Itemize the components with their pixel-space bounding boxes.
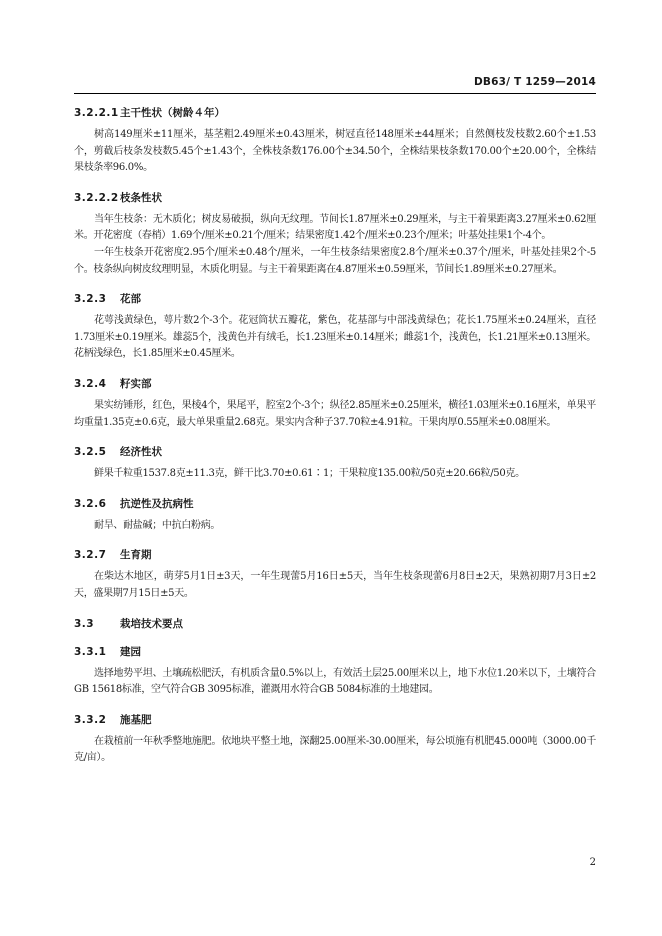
standard-code: DB63/ T 1259—2014 xyxy=(474,76,596,88)
section-number: 3.2.4 xyxy=(74,377,107,390)
body-paragraph: 在栽植前一年秋季整地施肥。依地块平整土地，深翻25.00厘米-30.00厘米，每公顷施有机肥45.000吨（3000.00千克/亩）。 xyxy=(74,735,596,764)
section-heading xyxy=(74,645,596,659)
section-heading xyxy=(74,292,596,306)
body-paragraph: 一年生枝条开花密度2.95个/厘米±0.48个/厘米，一年生枝条结果密度2.8个/厘米±0.37个/厘米，叶基处挂果2个-5个。枝条纵向树皮纹理明显，木质化明显。与主干着果距离在4.87厘米±0.59厘米，节间长1.89厘米±0.27厘米。 xyxy=(74,246,596,275)
header-divider xyxy=(74,93,596,94)
section-number: 3.2.3 xyxy=(74,293,107,306)
section-title: 枝条性状 xyxy=(120,191,162,204)
section-title: 施基肥 xyxy=(120,713,152,726)
body-paragraph: 在柴达木地区，萌芽5月1日±3天，一年生现蕾5月16日±5天，当年生枝条现蕾6月8日±2天，果熟初期7月3日±2天，盛果期7月15日±5天。 xyxy=(74,571,596,599)
section-heading xyxy=(74,106,596,120)
section-number: 3.3.1 xyxy=(74,645,107,658)
body-paragraph: 鲜果千粒重1537.8克±11.3克，鲜干比3.70±0.61∶1；干果粒度135.00粒/50克±20.66粒/50克。 xyxy=(94,468,525,480)
section-title: 建园 xyxy=(120,645,141,658)
section-heading xyxy=(74,377,596,391)
section-title: 花部 xyxy=(120,293,141,306)
section-heading xyxy=(74,497,596,511)
section-number: 3.3 xyxy=(74,617,95,630)
section-heading xyxy=(74,191,596,205)
section-title: 籽实部 xyxy=(120,377,152,390)
section-heading xyxy=(74,548,596,562)
section-title: 抗逆性及抗病性 xyxy=(120,497,194,510)
section-title: 栽培技术要点 xyxy=(120,617,183,630)
section-number: 3.2.2.2 xyxy=(74,191,119,204)
body-paragraph: 树高149厘米±11厘米，基茎粗2.49厘米±0.43厘米，树冠直径148厘米±44厘米；自然侧枝发枝数2.60个±1.53个，剪截后枝条发枝数5.45个±1.43个，全株枝条数176.00个±34.50个，全株结果枝条数170.00个±20.00个，全株结果枝条率96.0%。 xyxy=(74,129,596,174)
section-heading xyxy=(74,445,596,459)
document-body xyxy=(74,106,596,767)
body-paragraph: 果实纺锤形，红色，果棱4个，果尾平，腔室2个-3个；纵径2.85厘米±0.25厘米，横径1.03厘米±0.16厘米，单果平均重量1.35克±0.6克，最大单果重量2.68克。果实内含种子37.70粒±4.91粒。干果肉厚0.55厘米±0.08厘米。 xyxy=(74,399,596,428)
section-title: 生育期 xyxy=(120,549,152,562)
section-title: 经济性状 xyxy=(120,446,162,459)
body-paragraph: 耐旱、耐盐碱；中抗白粉病。 xyxy=(94,519,221,531)
section-number: 3.2.5 xyxy=(74,446,107,459)
section-heading xyxy=(74,713,596,727)
body-paragraph: 选择地势平坦、土壤疏松肥沃，有机质含量0.5%以上，有效活土层25.00厘米以上，地下水位1.20米以下，土壤符合GB 15618标准，空气符合GB 3095标准，灌溉用水符合GB 5084标准的土地建园。 xyxy=(74,667,596,696)
section-title: 主干性状（树龄４年） xyxy=(120,107,225,119)
body-paragraph: 当年生枝条：无木质化；树皮易破损，纵向无纹理。节间长1.87厘米±0.29厘米，与主干着果距离3.27厘米±0.62厘米。开花密度（春梢）1.69个/厘米±0.21个/厘米；结果密度1.42个/厘米±0.23个/厘米；叶基处挂果1个-4个。 xyxy=(74,213,596,242)
section-number: 3.2.6 xyxy=(74,497,107,510)
body-paragraph: 花萼浅黄绿色，萼片数2个-3个。花冠筒状五瓣花，紫色，花基部与中部浅黄绿色；花长1.75厘米±0.24厘米，直径1.73厘米±0.19厘米。雄蕊5个，浅黄色并有绒毛，长1.23厘米±0.14厘米；雌蕊1个，浅黄色，长1.21厘米±0.13厘米。花柄浅绿色，长1.85厘米±0.45厘米。 xyxy=(74,315,596,360)
section-number: 3.2.7 xyxy=(74,549,107,562)
page-number: 2 xyxy=(589,857,596,868)
section-number: 3.2.2.1 xyxy=(74,107,119,119)
section-heading xyxy=(74,617,596,631)
section-number: 3.3.2 xyxy=(74,713,107,726)
